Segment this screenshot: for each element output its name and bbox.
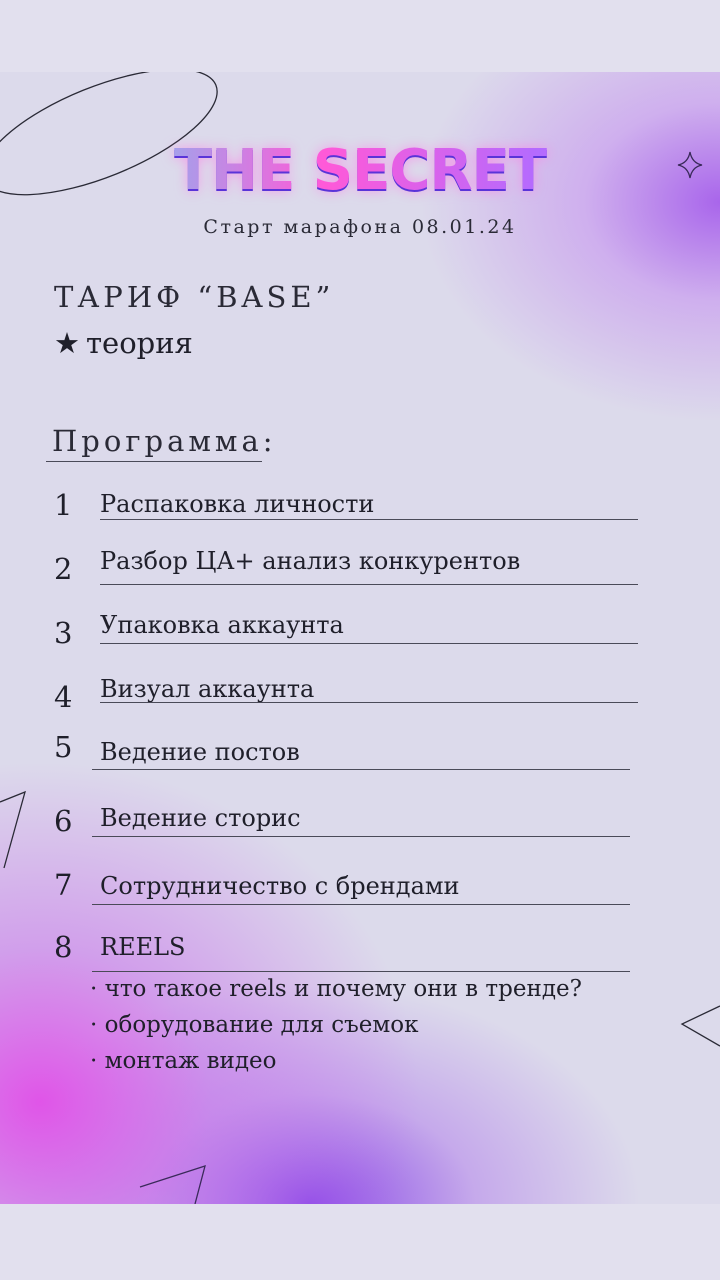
item-number: 1 xyxy=(54,488,73,522)
list-item xyxy=(0,608,720,658)
item-underline xyxy=(100,643,638,644)
item-number: 2 xyxy=(54,552,73,586)
item-underline xyxy=(92,971,630,972)
reels-subitem: · что такое reels и почему они в тренде? xyxy=(90,976,582,1002)
item-label: Визуал аккаунта xyxy=(100,675,315,703)
list-item xyxy=(0,730,720,780)
item-number: 6 xyxy=(54,804,73,838)
item-underline xyxy=(100,702,638,703)
star-icon: ★ xyxy=(54,326,80,360)
theory-line xyxy=(54,326,193,360)
program-heading: Программа: xyxy=(52,424,277,458)
item-underline xyxy=(92,836,630,837)
item-number: 5 xyxy=(54,730,73,764)
item-label: Упаковка аккаунта xyxy=(100,611,344,639)
story-card xyxy=(0,72,720,1204)
program-underline xyxy=(46,461,262,462)
brand-title: THE SECRET xyxy=(0,138,720,203)
start-date-subtitle: Старт марафона 08.01.24 xyxy=(203,216,517,238)
item-label: Ведение постов xyxy=(100,738,300,766)
list-item xyxy=(0,486,720,536)
list-item xyxy=(0,866,720,916)
item-number: 4 xyxy=(54,680,73,714)
tariff-heading: ТАРИФ “BASE” xyxy=(54,280,335,314)
reels-subitem: · оборудование для съемок xyxy=(90,1012,419,1038)
theory-label: теория xyxy=(86,326,193,360)
item-number: 3 xyxy=(54,616,73,650)
item-label: Разбор ЦА+ анализ конкурентов xyxy=(100,547,521,575)
item-label: Распаковка личности xyxy=(100,490,375,518)
list-item xyxy=(0,802,720,852)
item-label: Сотрудничество с брендами xyxy=(100,872,460,900)
list-item xyxy=(0,544,720,594)
triangle-right-decor xyxy=(682,1006,720,1046)
item-underline xyxy=(100,519,638,520)
reels-subitem: · монтаж видео xyxy=(90,1048,277,1074)
item-label: Ведение сторис xyxy=(100,804,301,832)
item-underline xyxy=(92,769,630,770)
item-underline xyxy=(92,904,630,905)
item-underline xyxy=(100,584,638,585)
item-number: 7 xyxy=(54,868,73,902)
item-label: REELS xyxy=(100,933,186,961)
list-item xyxy=(0,930,720,980)
triangle-bottom-decor xyxy=(140,1166,205,1204)
list-item xyxy=(0,672,720,722)
item-number: 8 xyxy=(54,930,73,964)
